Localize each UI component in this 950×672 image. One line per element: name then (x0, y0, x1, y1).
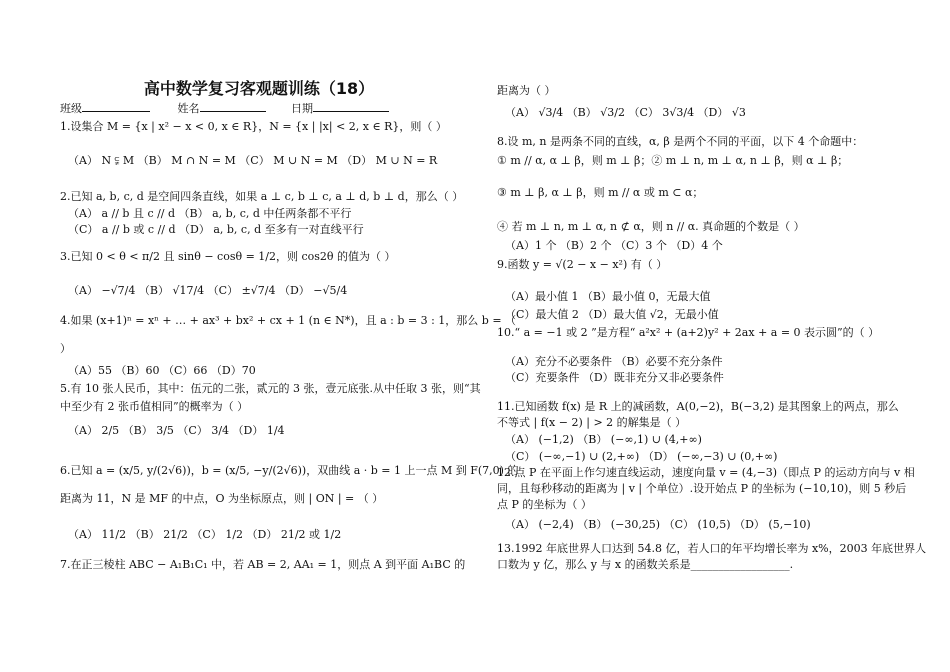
question-line-q4opts: （A）55 （B）60 （C）66 （D）70 (68, 364, 256, 377)
question-line-q10b: （C）充要条件 （D）既非充分又非必要条件 (505, 371, 724, 384)
question-line-q2a: （A） a // b 且 c // d （B） a, b, c, d 中任两条都不平行 (68, 207, 352, 220)
question-line-q12opts: （A） (−2,4) （B） (−30,25) （C） (10,5) （D） (5,−10) (505, 518, 811, 531)
question-line-q4: 4.如果 (x+1)ⁿ = xⁿ + … + ax³ + bx² + cx + 1 (n ∈ N*)，且 a : b = 3 : 1，那么 b = （ (60, 314, 517, 327)
name-blank (200, 100, 266, 112)
question-line-q10: 10.“ a = −1 或 2 ”是方程“ a²x² + (a+2)y² + 2ax + a = 0 表示圆”的（ ） (497, 326, 880, 339)
question-line-q11a: （A） (−1,2) （B） (−∞,1) ∪ (4,+∞) (505, 433, 702, 446)
question-line-q8: 8.设 m, n 是两条不同的直线，α, β 是两个不同的平面，以下 4 个命题中： (497, 135, 864, 148)
question-line-q11c: （C） (−∞,−1) ∪ (2,+∞) （D） (−∞,−3) ∪ (0,+∞) (505, 450, 778, 463)
question-line-q11b: 不等式 | f(x − 2) | > 2 的解集是（ ） (497, 416, 687, 429)
question-line-q9: 9.函数 y = √(2 − x − x²) 有（ ） (497, 258, 668, 271)
question-line-q6b: 距离为 11，N 是 MF 的中点，O 为坐标原点，则 | ON | = （ ） (60, 492, 384, 505)
name-label: 姓名 (177, 102, 200, 115)
date-blank (313, 100, 389, 112)
question-line-q4b: ） (60, 342, 71, 355)
question-line-q8opts: （A）1 个 （B）2 个 （C）3 个 （D）4 个 (505, 239, 723, 252)
question-line-q12: 12.点 P 在平面上作匀速直线运动，速度向量 v = (4,−3)（即点 P 的运动方向与 v 相 (497, 466, 915, 479)
class-label: 班级 (60, 102, 82, 115)
question-line-q8a: ① m // α, α ⊥ β，则 m ⊥ β；② m ⊥ n, m ⊥ α, n ⊥ β，则 α ⊥ β； (497, 154, 849, 167)
question-line-q3: 3.已知 0 < θ < π/2 且 sinθ − cosθ = 1/2，则 cos2θ 的值为（ ） (60, 250, 396, 263)
question-line-q8b: ③ m ⊥ β, α ⊥ β，则 m // α 或 m ⊂ α； (497, 186, 704, 199)
question-line-q7: 7.在正三棱柱 ABC − A₁B₁C₁ 中，若 AB = 2, AA₁ = 1，则点 A 到平面 A₁BC 的 (60, 558, 466, 571)
question-line-q5: 5.有 10 张人民币，其中：伍元的二张，贰元的 3 张，壹元底张.从中任取 3 张，则“其 (60, 382, 481, 395)
question-line-q1opts: （A） N ⫋ M （B） M ∩ N = M （C） M ∪ N = M （D） M ∪ N = R (68, 154, 438, 167)
question-line-q9b: （C）最大值 2 （D）最大值 √2，无最小值 (505, 308, 719, 321)
question-line-q8c: ④ 若 m ⊥ n, m ⊥ α, n ⊄ α，则 n // α. 真命题的个数是（ ） (497, 220, 805, 233)
question-line-q7b: 距离为（ ） (497, 84, 556, 97)
date-label: 日期 (291, 102, 313, 115)
question-line-q5b: 中至少有 2 张币值相同”的概率为（ ） (60, 400, 249, 413)
question-line-q2b: （C） a // b 或 c // d （D） a, b, c, d 至多有一对直线平行 (68, 223, 364, 236)
question-line-q13: 13.1992 年底世界人口达到 54.8 亿，若人口的年平均增长率为 x%，2003 年底世界人 (497, 542, 927, 555)
question-line-q12b: 同，且每秒移动的距离为 | v | 个单位）.设开始点 P 的坐标为 (−10,10)，则 5 秒后 (497, 482, 907, 495)
question-line-q3opts: （A） −√7/4 （B） √17/4 （C） ±√7/4 （D） −√5/4 (68, 284, 348, 297)
question-line-q2: 2.已知 a, b, c, d 是空间四条直线，如果 a ⊥ c, b ⊥ c, a ⊥ d, b ⊥ d，那么（ ） (60, 190, 464, 203)
question-line-q7opts: （A） √3/4 （B） √3/2 （C） 3√3/4 （D） √3 (505, 106, 746, 119)
class-blank (82, 100, 150, 112)
question-line-q13b: 口数为 y 亿，那么 y 与 x 的函数关系是__________________. (497, 558, 794, 571)
question-line-q6opts: （A） 11/2 （B） 21/2 （C） 1/2 （D） 21/2 或 1/2 (68, 528, 342, 541)
question-line-q9a: （A）最小值 1 （B）最小值 0，无最大值 (505, 290, 711, 303)
page-title: 高中数学复习客观题训练（18） (143, 79, 375, 98)
question-line-q12c: 点 P 的坐标为（ ） (497, 498, 592, 511)
question-line-q10a: （A）充分不必要条件 （B）必要不充分条件 (505, 355, 723, 368)
question-line-q11: 11.已知函数 f(x) 是 R 上的减函数，A(0,−2)，B(−3,2) 是其图象上的两点，那么 (497, 400, 899, 413)
header-fields (60, 100, 389, 118)
question-line-q1: 1.设集合 M = {x | x² − x < 0, x ∈ R}，N = {x | |x| < 2, x ∈ R}，则（ ） (60, 120, 447, 133)
question-line-q6: 6.已知 a = (x/5, y/(2√6))，b = (x/5, −y/(2√6))，双曲线 a · b = 1 上一点 M 到 F(7,0) 的 (60, 464, 519, 477)
question-line-q5opts: （A） 2/5 （B） 3/5 （C） 3/4 （D） 1/4 (68, 424, 285, 437)
